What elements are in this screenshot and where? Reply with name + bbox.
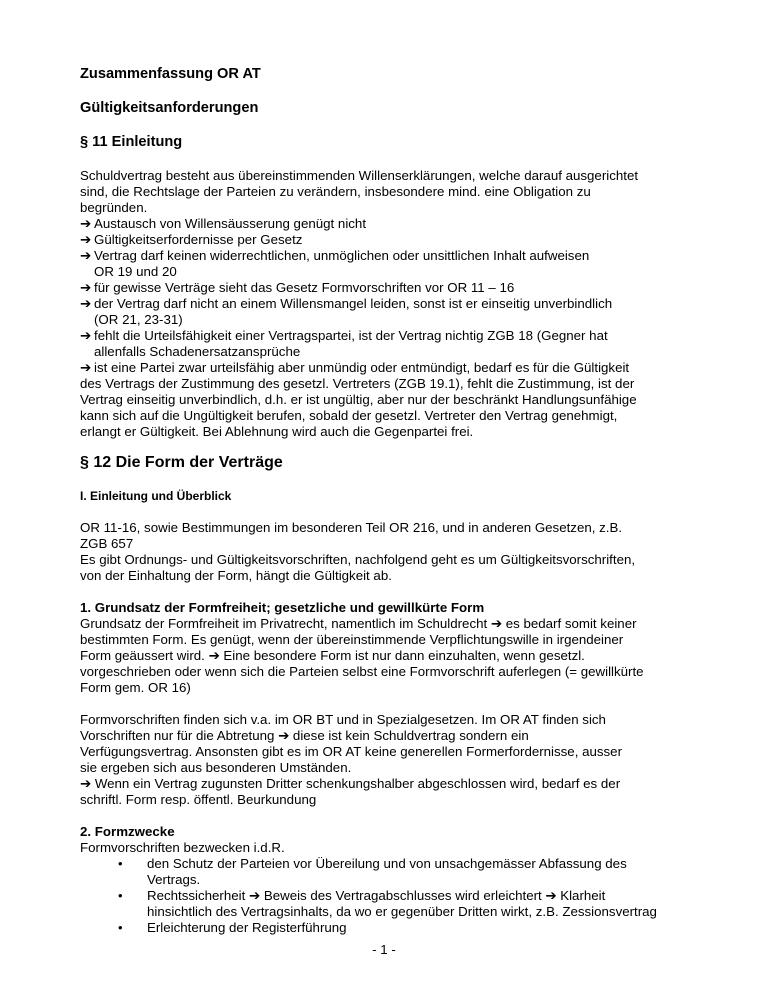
paragraph-line: OR 11-16, sowie Bestimmungen im besonderen Teil OR 216, und in anderen Gesetzen, z.B. (80, 520, 623, 535)
paragraph-line: begründen. (80, 200, 148, 215)
bullet-icon: • (118, 920, 123, 935)
paragraph-line: Formvorschriften bezwecken i.d.R. (80, 840, 285, 855)
document-title: Zusammenfassung OR AT (80, 66, 261, 82)
arrow-point: ➔ fehlt die Urteilsfähigkeit einer Vertragspartei, ist der Vertrag nichtig ZGB 18 (Gegner hat (80, 328, 608, 343)
arrow-icon: ➔ (80, 360, 92, 375)
paragraph-line: vorgeschrieben oder wenn sich die Parteien selbst eine Formvorschrift auferlegen (= gewillkürte (80, 664, 644, 679)
subsection-heading: I. Einleitung und Überblick (80, 489, 232, 503)
bullet-icon: • (118, 888, 123, 903)
paragraph-line: Grundsatz der Formfreiheit im Privatrecht, namentlich im Schuldrecht ➔ es bedarf somit keiner (80, 616, 637, 631)
paragraph-line: von der Einhaltung der Form, hängt die Gültigkeit ab. (80, 568, 392, 583)
arrow-icon: ➔ (80, 296, 92, 311)
paragraph-line: Form geäussert wird. ➔ Eine besondere Form ist nur dann einzuhalten, wenn gesetzl. (80, 648, 585, 663)
paragraph-line: ZGB 657 (80, 536, 134, 551)
section-11-heading: § 11 Einleitung (80, 134, 183, 150)
arrow-icon: ➔ (80, 248, 92, 263)
arrow-point-continuation: OR 19 und 20 (94, 264, 177, 279)
arrow-point: ➔ Austausch von Willensäusserung genügt nicht (80, 216, 367, 231)
subsection-heading: 2. Formzwecke (80, 824, 175, 839)
paragraph-line: Vorschriften nur für die Abtretung ➔ diese ist kein Schuldvertrag sondern ein (80, 728, 529, 743)
arrow-point: ➔ ist eine Partei zwar urteilsfähig aber unmündig oder entmündigt, bedarf es für die Gültigkeit (80, 360, 630, 375)
paragraph-line: bestimmten Form. Es genügt, wenn der übereinstimmende Verpflichtungswille in irgendeiner (80, 632, 624, 647)
paragraph-line: Verfügungsvertrag. Ansonsten gibt es im OR AT keine generellen Formerfordernisse, ausser (80, 744, 623, 759)
arrow-icon: ➔ (80, 232, 92, 247)
bullet-icon: • (118, 856, 123, 871)
arrow-icon: ➔ (80, 216, 92, 231)
paragraph-line: kann sich auf die Ungültigkeit berufen, sobald der gesetzl. Vertreter den Vertrag genehmigt, (80, 408, 618, 423)
paragraph-line: ➔ Wenn ein Vertrag zugunsten Dritter schenkungshalber abgeschlossen wird, bedarf es der (80, 776, 621, 791)
document-subtitle: Gültigkeitsanforderungen (80, 100, 259, 116)
subsection-heading: 1. Grundsatz der Formfreiheit; gesetzliche und gewillkürte Form (80, 600, 485, 615)
arrow-icon: ➔ (80, 280, 92, 295)
paragraph-line: Vertrag einseitig unverbindlich, d.h. er ist ungültig, aber nur der beschränkt Handlungsunfähige (80, 392, 637, 407)
arrow-point-continuation: allenfalls Schadenersatzansprüche (94, 344, 301, 359)
paragraph-line: erlangt er Gültigkeit. Bei Ablehnung wird auch die Gegenpartei frei. (80, 424, 474, 439)
arrow-point: ➔ für gewisse Verträge sieht das Gesetz Formvorschriften vor OR 11 – 16 (80, 280, 515, 295)
paragraph-line: schriftl. Form resp. öffentl. Beurkundung (80, 792, 317, 807)
section-12-heading: § 12 Die Form der Verträge (80, 454, 283, 471)
paragraph-line: Formvorschriften finden sich v.a. im OR BT und in Spezialgesetzen. Im OR AT finden sich (80, 712, 606, 727)
paragraph-line: sie ergeben sich aus besonderen Umständen. (80, 760, 352, 775)
paragraph-line: sind, die Rechtslage der Parteien zu verändern, insbesondere mind. eine Obligation zu (80, 184, 591, 199)
arrow-point: ➔ der Vertrag darf nicht an einem Willensmangel leiden, sonst ist er einseitig unverbindlich (80, 296, 613, 311)
arrow-icon: ➔ (80, 328, 92, 343)
paragraph-line: des Vertrags der Zustimmung des gesetzl. Vertreters (ZGB 19.1), fehlt die Zustimmung, ist der (80, 376, 635, 391)
arrow-point: ➔ Vertrag darf keinen widerrechtlichen, unmöglichen oder unsittlichen Inhalt aufweisen (80, 248, 590, 263)
arrow-point: ➔ Gültigkeitserfordernisse per Gesetz (80, 232, 303, 247)
paragraph-line: Es gibt Ordnungs- und Gültigkeitsvorschriften, nachfolgend geht es um Gültigkeitsvorschriften, (80, 552, 636, 567)
page-number: - 1 - (372, 942, 396, 957)
paragraph-line: Schuldvertrag besteht aus übereinstimmenden Willenserklärungen, welche darauf ausgerichtet (80, 168, 639, 183)
paragraph-line: Form gem. OR 16) (80, 680, 191, 695)
arrow-point-continuation: (OR 21, 23-31) (94, 312, 183, 327)
